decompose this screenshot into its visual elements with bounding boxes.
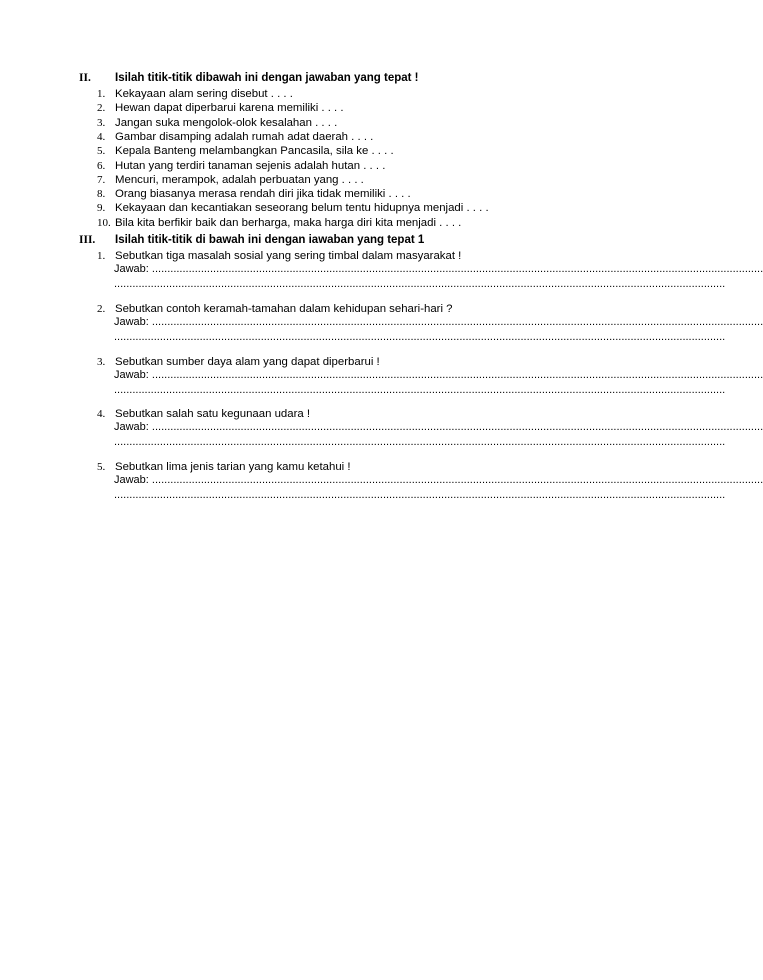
section-2-heading xyxy=(79,72,419,84)
question-text: Sebutkan contoh keramah-tamahan dalam kehidupan sehari-hari ? xyxy=(115,302,453,315)
item-text: Gambar disamping adalah rumah adat daerah . . . . xyxy=(115,130,374,143)
question-text: Sebutkan tiga masalah sosial yang sering timbal dalam masyarakat ! xyxy=(115,250,462,262)
item-number: 8. xyxy=(97,188,106,201)
item-text: Kekayaan dan kecantiakan seseorang belum tentu hidupnya menjadi . . . . xyxy=(115,202,489,215)
list-item xyxy=(97,130,373,144)
item-number: 10. xyxy=(97,216,111,229)
answer-label: Jawab: xyxy=(114,474,152,487)
answer-dots: ........................................................................................................................................................................................................ xyxy=(151,474,763,487)
section-3-number: III. xyxy=(79,234,96,246)
question-number: 5. xyxy=(97,461,106,474)
section-3-title: Isilah titik-titik di bawah ini dengan iawaban yang tepat 1 xyxy=(115,234,425,246)
item-text: Mencuri, merampok, adalah perbuatan yang . . . . xyxy=(115,173,364,186)
question-item xyxy=(97,407,310,421)
item-text: Hewan dapat diperbarui karena memiliki . . . . xyxy=(115,102,344,115)
answer-dots: ........................................................................................................................................................................................................ xyxy=(151,421,763,434)
question-item xyxy=(97,355,380,369)
list-item xyxy=(97,101,344,115)
question-text: Sebutkan sumber daya alam yang dapat diperbarui ! xyxy=(115,355,380,368)
list-item xyxy=(97,187,411,201)
answer-label: Jawab: xyxy=(114,368,152,381)
item-number: 4. xyxy=(97,130,106,143)
answer-line[interactable] xyxy=(114,420,763,434)
answer-label: Jawab: xyxy=(114,315,152,328)
list-item xyxy=(97,216,461,230)
section-2-number: II. xyxy=(79,72,91,84)
item-number: 1. xyxy=(97,88,106,100)
question-number: 3. xyxy=(97,355,106,368)
answer-dots: ........................................................................................................................................................................................................ xyxy=(151,368,763,381)
item-text: Hutan yang terdiri tanaman sejenis adalah hutan . . . . xyxy=(115,159,386,172)
list-item xyxy=(97,159,385,173)
item-text: Kepala Banteng melambangkan Pancasila, sila ke . . . . xyxy=(115,145,394,158)
item-text: Jangan suka mengolok-olok kesalahan . . . . xyxy=(115,116,338,129)
question-item xyxy=(97,302,453,316)
section-3-heading xyxy=(79,234,424,246)
answer-line-continuation[interactable]: ........................................................................................................................................................................................................ xyxy=(114,278,726,290)
item-text: Kekayaan alam sering disebut . . . . xyxy=(115,88,293,100)
answer-dots: ........................................................................................................................................................................................................ xyxy=(151,263,763,275)
item-number: 6. xyxy=(97,159,106,172)
answer-line[interactable] xyxy=(114,262,763,276)
question-number: 1. xyxy=(97,250,106,262)
answer-line-continuation[interactable]: ........................................................................................................................................................................................................ xyxy=(114,436,726,449)
answer-line-continuation[interactable]: ........................................................................................................................................................................................................ xyxy=(114,330,726,343)
item-number: 2. xyxy=(97,102,106,115)
answer-label: Jawab: xyxy=(114,421,152,434)
list-item xyxy=(97,87,293,101)
list-item xyxy=(97,144,394,158)
section-2-title: Isilah titik-titik dibawah ini dengan jawaban yang tepat ! xyxy=(115,72,419,84)
item-number: 9. xyxy=(97,202,106,215)
answer-line[interactable] xyxy=(114,315,763,329)
question-number: 2. xyxy=(97,302,106,315)
list-item xyxy=(97,201,489,215)
answer-label: Jawab: xyxy=(114,263,152,275)
list-item xyxy=(97,116,337,130)
question-text: Sebutkan salah satu kegunaan udara ! xyxy=(115,408,311,421)
item-number: 5. xyxy=(97,145,106,158)
item-number: 7. xyxy=(97,173,106,186)
item-text: Orang biasanya merasa rendah diri jika tidak memiliki . . . . xyxy=(115,188,411,201)
question-text: Sebutkan lima jenis tarian yang kamu ketahui ! xyxy=(115,461,351,474)
answer-line-continuation[interactable]: ........................................................................................................................................................................................................ xyxy=(114,383,726,396)
answer-dots: ........................................................................................................................................................................................................ xyxy=(151,315,763,328)
list-item xyxy=(97,173,364,187)
answer-line-continuation[interactable]: ........................................................................................................................................................................................................ xyxy=(114,489,726,502)
answer-line[interactable] xyxy=(114,368,763,382)
question-number: 4. xyxy=(97,408,106,421)
item-number: 3. xyxy=(97,116,106,129)
answer-line[interactable] xyxy=(114,473,763,487)
question-item xyxy=(97,460,351,474)
question-item xyxy=(97,249,461,263)
item-text: Bila kita berfikir baik dan berharga, maka harga diri kita menjadi . . . . xyxy=(115,216,462,229)
